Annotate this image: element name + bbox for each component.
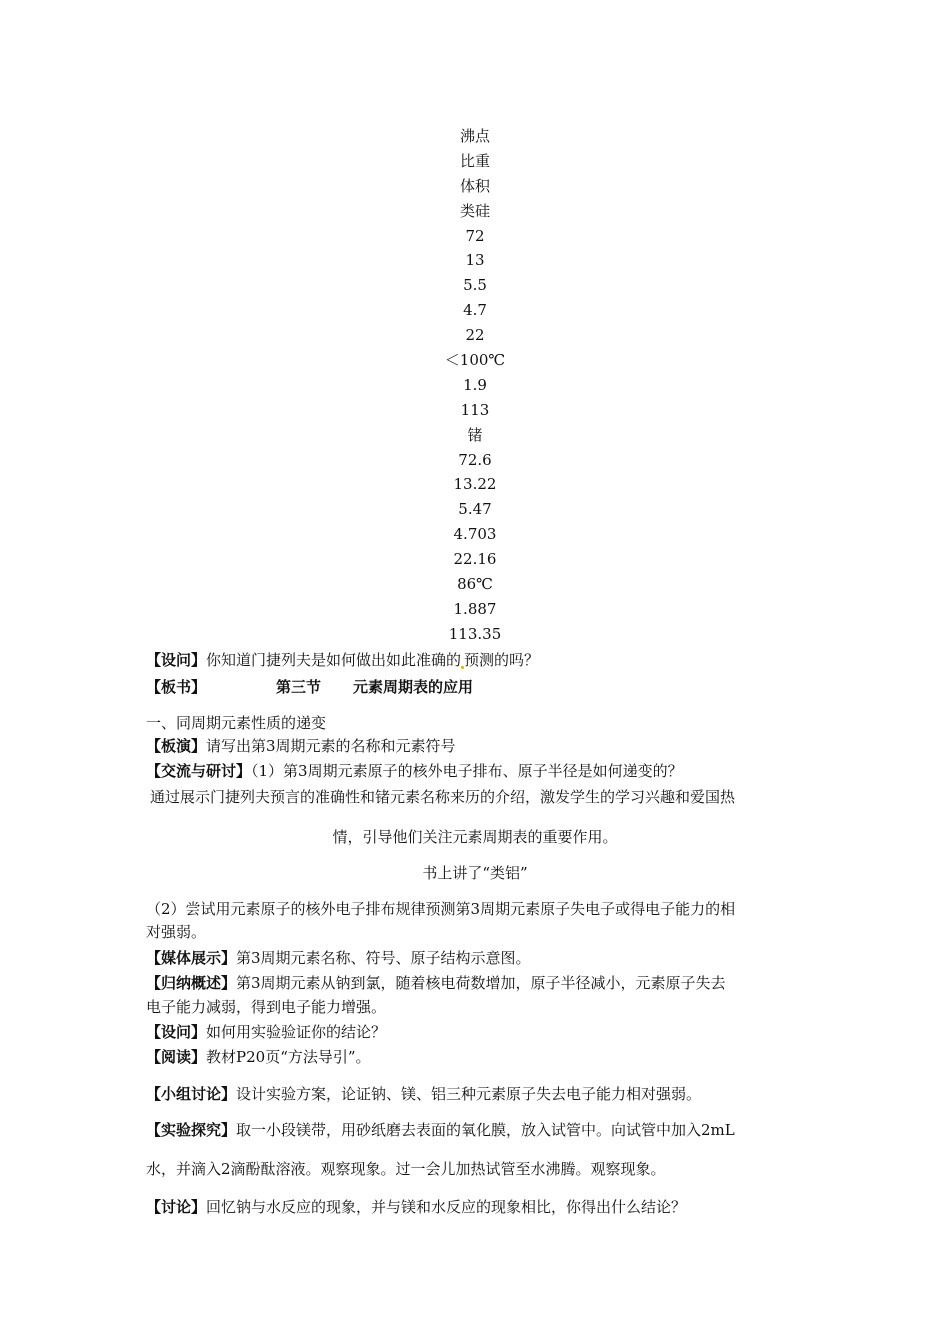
tag-label: 【媒体展示】: [146, 949, 237, 967]
column-value: 72.6: [458, 450, 492, 469]
experiment-line-1: [146, 1119, 810, 1141]
column-value: 4.7: [463, 301, 487, 320]
column-value: ＜100℃: [444, 351, 506, 370]
media-paragraph: [146, 947, 810, 969]
note-line-2: 情，引导他们关注元素周期表的重要作用。: [332, 828, 618, 846]
paragraph-text: 如何用实验验证你的结论？: [206, 1023, 387, 1041]
group-discussion-paragraph: [146, 1083, 810, 1105]
tag-label: 【交流与研讨】: [146, 762, 252, 780]
paragraph-text: 取一小段镁带，用砂纸磨去表面的氧化膜，放入试管中。向试管中加入2mL: [236, 1121, 735, 1139]
tag-label: 【板书】: [146, 678, 207, 696]
column-value: 5.5: [463, 276, 487, 295]
section-label: 第三节: [276, 678, 322, 696]
tag-label: 【板演】: [146, 737, 207, 755]
column-value: 沸点: [459, 127, 490, 145]
question-2-line-2: 对强弱。: [146, 923, 207, 941]
paragraph-text: 预测的吗？: [464, 651, 540, 669]
note-line-1: 通过展示门捷列夫预言的准确性和锗元素名称来历的介绍，激发学生的学习兴趣和爱国热: [150, 788, 736, 806]
note-line-3: 书上讲了“类铝”: [422, 864, 528, 882]
paragraph-text: 你知道门捷列夫是如何做出如此准确的: [206, 651, 462, 669]
tag-label: 【归纳概述】: [146, 974, 237, 992]
column-value: 22.16: [453, 550, 497, 569]
paragraph-text: 回忆钠与水反应的现象，并与镁和水反应的现象相比，你得出什么结论？: [206, 1198, 687, 1216]
paragraph-text: 教材P20页“方法导引”。: [206, 1048, 371, 1066]
column-value: 4.703: [453, 525, 497, 544]
column-value: 86℃: [457, 575, 493, 594]
column-value: 1.9: [463, 375, 487, 394]
column-value: 1.887: [453, 599, 497, 618]
column-value: 113.35: [448, 624, 502, 643]
paragraph-text: （1）第3周期元素原子的核外电子排布、原子半径是如何递变的？: [251, 762, 683, 780]
paragraph-text: 第3周期元素从钠到氯，随着核电荷数增加，原子半径减小，元素原子失去: [236, 974, 726, 992]
question-2-line-1: （2）尝试用元素原子的核外电子排布规律预测第3周期元素原子失电子或得电子能力的相: [146, 900, 736, 918]
tag-label: 【讨论】: [146, 1198, 207, 1216]
question-paragraph-3: [146, 1021, 810, 1043]
reading-paragraph: [146, 1046, 810, 1068]
board-heading: [146, 676, 810, 698]
summary-line-1: [146, 972, 810, 994]
column-value: 体积: [459, 176, 490, 195]
heading-1: 一、同周期元素性质的递变: [146, 714, 327, 732]
tag-label: 【阅读】: [146, 1048, 207, 1066]
column-value: 113: [460, 400, 490, 419]
column-value: 类硅: [459, 201, 490, 220]
column-value: 5.47: [458, 500, 492, 519]
section-title: 元素周期表的应用: [353, 678, 474, 696]
column-value: 22: [465, 326, 485, 345]
paragraph-text: 设计实验方案，论证钠、镁、铝三种元素原子失去电子能力相对强弱。: [236, 1085, 702, 1103]
paragraph-text: 第3周期元素名称、符号、原子结构示意图。: [236, 949, 531, 967]
column-value: 比重: [459, 151, 490, 170]
column-value: 72: [465, 226, 485, 245]
exchange-paragraph: [146, 760, 810, 782]
board-demo-paragraph: [146, 735, 810, 757]
paragraph-text: 请写出第3周期元素的名称和元素符号: [206, 737, 456, 755]
column-value: 锗: [467, 425, 483, 444]
tag-label: 【实验探究】: [146, 1121, 237, 1139]
summary-line-2: 电子能力减弱，得到电子能力增强。: [146, 998, 387, 1016]
discussion-paragraph: [146, 1196, 810, 1218]
tag-label: 【设问】: [146, 1023, 207, 1041]
column-value: 13.22: [453, 475, 497, 494]
tag-label: 【设问】: [146, 651, 207, 669]
question-paragraph-1: [146, 649, 810, 671]
column-value: 13: [465, 251, 485, 270]
tag-label: 【小组讨论】: [146, 1085, 237, 1103]
value-column: [0, 124, 950, 647]
experiment-line-2: 水，并滴入2滴酚酞溶液。观察现象。过一会儿加热试管至水沸腾。观察现象。: [146, 1160, 666, 1178]
